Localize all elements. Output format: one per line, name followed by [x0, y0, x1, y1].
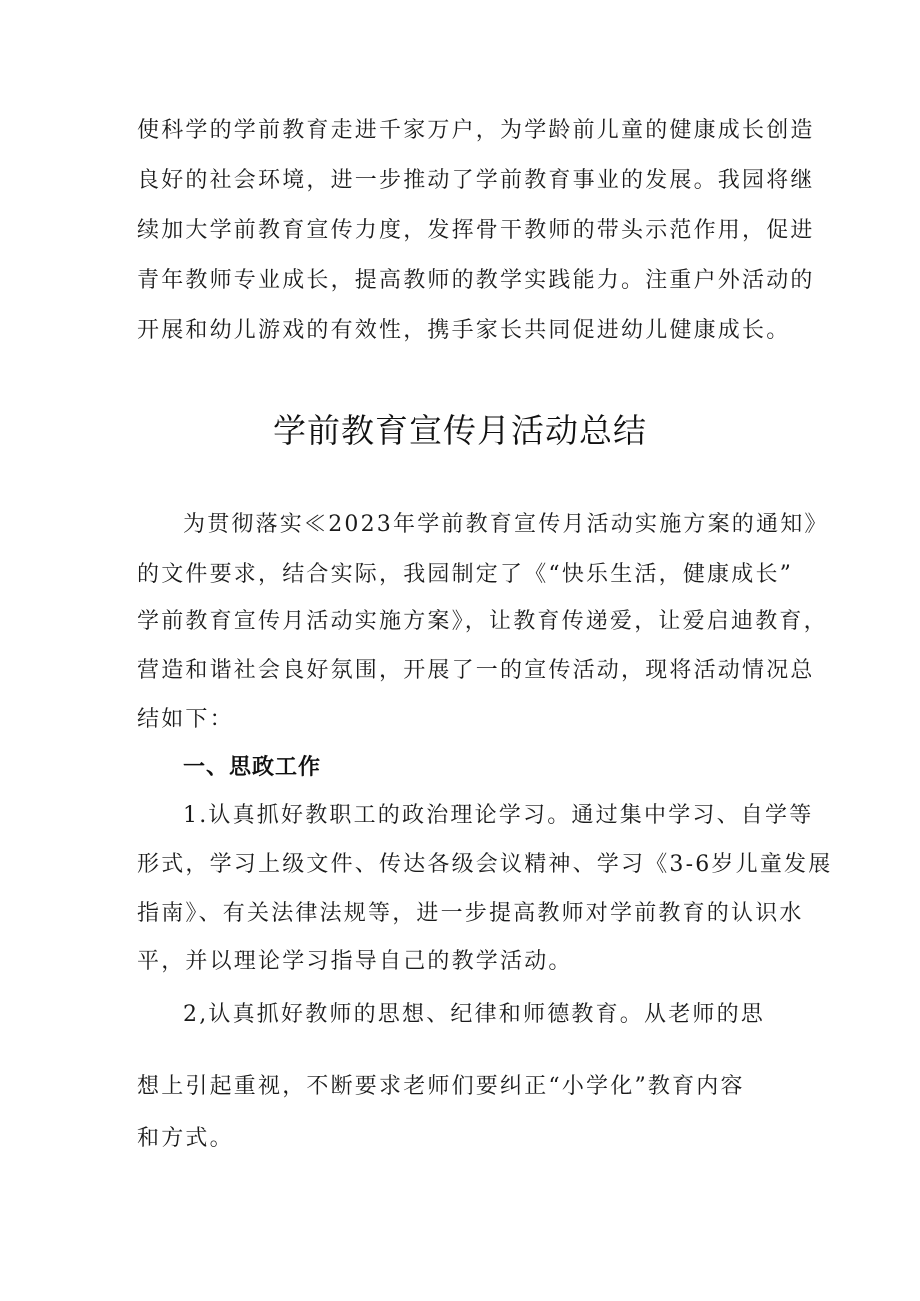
section-heading: 一、思政工作: [183, 755, 322, 780]
opening-line-5: 结如下：: [137, 707, 234, 732]
item2-line-2: 想上引起重视，不断要求老师们要纠正“小学化”教育内容: [137, 1074, 745, 1099]
item1-line-2: 形式，学习上级文件、传达各级会议精神、学习《3-6岁儿童发展: [137, 852, 833, 877]
intro-line-5: 开展和幼儿游戏的有效性，携手家长共同促进幼儿健康成长。: [137, 318, 791, 343]
opening-line-3: 学前教育宣传月活动实施方案》，让教育传递爱，让爱启迪教育，: [137, 609, 828, 634]
intro-line-2: 良好的社会环境，进一步推动了学前教育事业的发展。我园将继: [137, 168, 815, 193]
intro-line-4: 青年教师专业成长，提高教师的教学实践能力。注重户外活动的: [137, 268, 815, 293]
document-title: 学前教育宣传月活动总结: [273, 411, 647, 450]
item2-line-3: 和方式。: [137, 1126, 234, 1151]
item1-line-4: 平，并以理论学习指导自己的教学活动。: [137, 949, 573, 974]
item1-line-1: 1.认真抓好教职工的政治理论学习。通过集中学习、自学等: [183, 803, 814, 828]
opening-line-1: 为贯彻落实≪2023年学前教育宣传月活动实施方案的通知》: [183, 512, 829, 537]
item2-line-1: 2,认真抓好教师的思想、纪律和师德教育。从老师的思: [183, 1002, 765, 1027]
opening-line-2: 的文件要求，结合实际，我园制定了《“快乐生活，健康成长”: [137, 562, 794, 587]
intro-line-1: 使科学的学前教育走进千家万户，为学龄前儿童的健康成长创造: [137, 118, 815, 143]
item1-line-3: 指南》、有关法律法规等，进一步提高教师对学前教育的认识水: [137, 901, 804, 926]
intro-line-3: 续加大学前教育宣传力度，发挥骨干教师的带头示范作用，促进: [137, 218, 815, 243]
opening-line-4: 营造和谐社会良好氛围，开展了一的宣传活动，现将活动情况总: [137, 658, 815, 683]
